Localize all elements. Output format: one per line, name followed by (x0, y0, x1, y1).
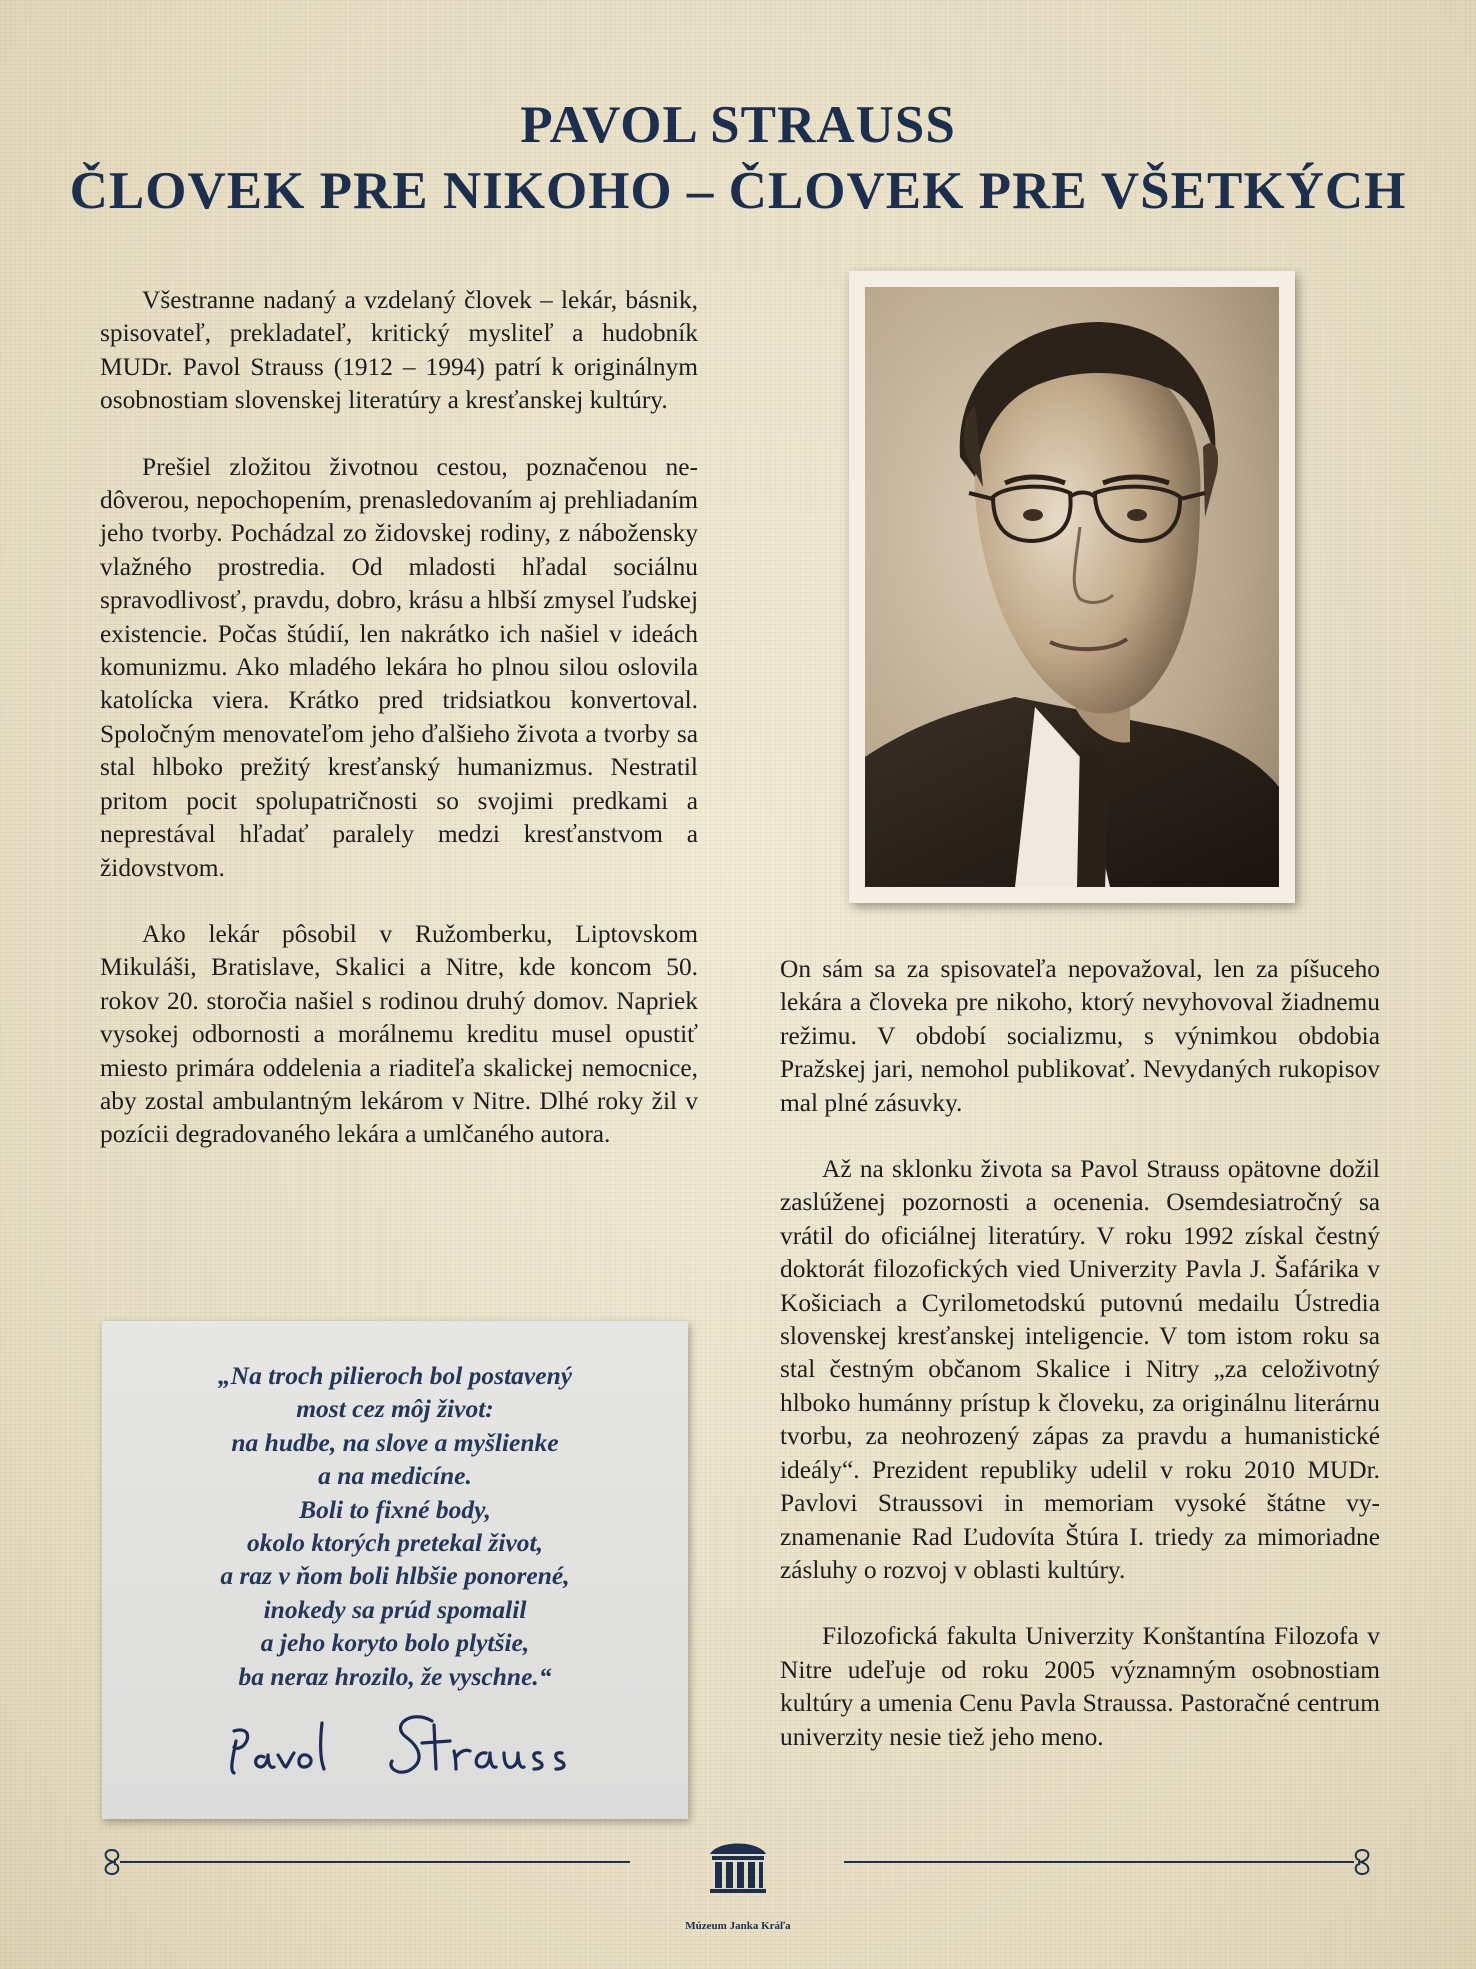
title-name: PAVOL STRAUSS (520, 96, 956, 154)
quote-line: Boli to fixné body, (299, 1494, 491, 1524)
page-title (0, 92, 1476, 224)
quote-line: „Na troch pilieroch bol postavený (217, 1361, 573, 1390)
intro-paragraph: Všestranne nadaný a vzdelaný človek – lekár, básnik, spisovateľ, prekladateľ, kritický mysliteľ a hudobník MUDr. Pavol Strauss (1912 – 1994) patrí k originálnym osobnostiam slovenskej literatúry a kresťanskej kultúry. (100, 286, 698, 415)
portrait-photo-frame (849, 271, 1295, 903)
career-paragraph: Ako lekár pôsobil v Ružomberku, Liptovskom Mikuláši, Bratislave, Skalici a Nitre, kde koncom 50. rokov 20. storočia našiel s rodinou druhý domov. Napriek vysokej odbornosti a morálnemu kreditu musel opustiť miesto primára oddelenia a riaditeľa skalickej nemocnice, aby zostal ambulantným lekárom v Nitre. Dlhé roky žil v pozícii degradovaného lekára a umlčaného autora. (100, 919, 698, 1149)
quote-line: inokedy sa prúd spomalil (263, 1594, 527, 1624)
title-subtitle: ČLOVEK PRE NIKOHO – ČLOVEK PRE VŠETKÝCH (69, 162, 1407, 220)
quote-line: a raz v ňom boli hlbšie ponorené, (220, 1561, 570, 1591)
award-paragraph: Filozofická fakulta Univerzity Konštantína Filozofa v Nitre udeľuje od roku 2005 významným osobnostiam kultúry a umenia Cenu Pavla Straussa. Pastoračné centrum univerzity nesie tiež jeho meno. (780, 1622, 1380, 1751)
decorative-ornament-right (838, 1842, 1378, 1882)
quote-line: okolo ktorých pretekal život, (246, 1528, 544, 1558)
museum-logo-icon (706, 1836, 770, 1896)
quote-line: ba neraz hrozilo, že vyschne.“ (238, 1661, 552, 1691)
footer (0, 1822, 1476, 1962)
quote-line: most cez môj život: (296, 1394, 494, 1424)
decorative-ornament-left (96, 1842, 636, 1882)
right-text-column (780, 953, 1380, 1787)
quote-box (102, 1321, 688, 1819)
portrait-photo (865, 287, 1279, 887)
quote-line: a na medicíne. (318, 1461, 472, 1491)
life-paragraph: Prešiel zložitou životnou cestou, poznačenou nedôverou, nepochopením, prenasledovaním aj prehliadaním jeho tvorby. Pochádzal zo židovskej rodiny, z nábožensky vlažného prostredia. Od mladosti hľadal sociálnu spravodlivosť, pravdu, dobro, krásu a hlbší zmysel ľudskej existencie. Počas štúdií, len nakrátko ich našiel v ideách komunizmu. Ako mladého lekára ho plnou silou oslovila katolícka viera. Krátko pred tridsiatkou konvertoval. Spoločným menovateľom jeho ďalšieho života a tvorby sa stal hlboko prežitý kresťanský humanizmus. Nestratil pritom pocit spolupatričnosti so svojimi predkami a neprestával hľadať paralely medzi kresťanstvom a židovstvom. (100, 452, 699, 882)
honors-paragraph: Až na sklonku života sa Pavol Strauss opätovne dožil zaslúženej pozornosti a ocenenia. Osemdesiatročný sa vrátil do oficiálnej literatúry. V roku 1992 získal čestný doktorát filozofických vied Univerzity Pavla J. Šafárika v Košiciach a Cyrilometodskú putovnú medailu Ústredia slovenskej kresťanskej inteligencie. V tom istom roku sa stal čestným občanom Skalice i Nitry „za celoživotný hlboko humánny prístup k človeku, za originálnu literárnu tvorbu, za neohrozený zápas za pravdu a humanistické ideály“. Prezident republiky udelil v roku 2010 MUDr. Pavlovi Straussovi in memoriam vysoké štátne vyznamenanie Rad Ľudovíta Štúra I. triedy za mimoriadne zásluhy o rozvoj v oblasti kultúry. (780, 1155, 1380, 1584)
handwritten-signature (222, 1701, 582, 1791)
quote-line: na hudbe, na slove a myšlienke (231, 1427, 559, 1457)
quote-text (102, 1359, 688, 1693)
quote-line: a jeho koryto bolo plytšie, (260, 1628, 530, 1658)
museum-logo-label: Múzeum Janka Kráľa (685, 1920, 791, 1932)
writer-paragraph: On sám sa za spisovateľa nepovažoval, len za píšuceho lekára a človeka pre nikoho, ktorý nevyhovoval žiadnemu režimu. V období socializmu, s výnimkou obdobia Pražskej jari, nemohol publikovať. Nevydaných rukopisov mal plné zásuvky. (780, 955, 1380, 1117)
left-text-column (100, 284, 698, 1185)
